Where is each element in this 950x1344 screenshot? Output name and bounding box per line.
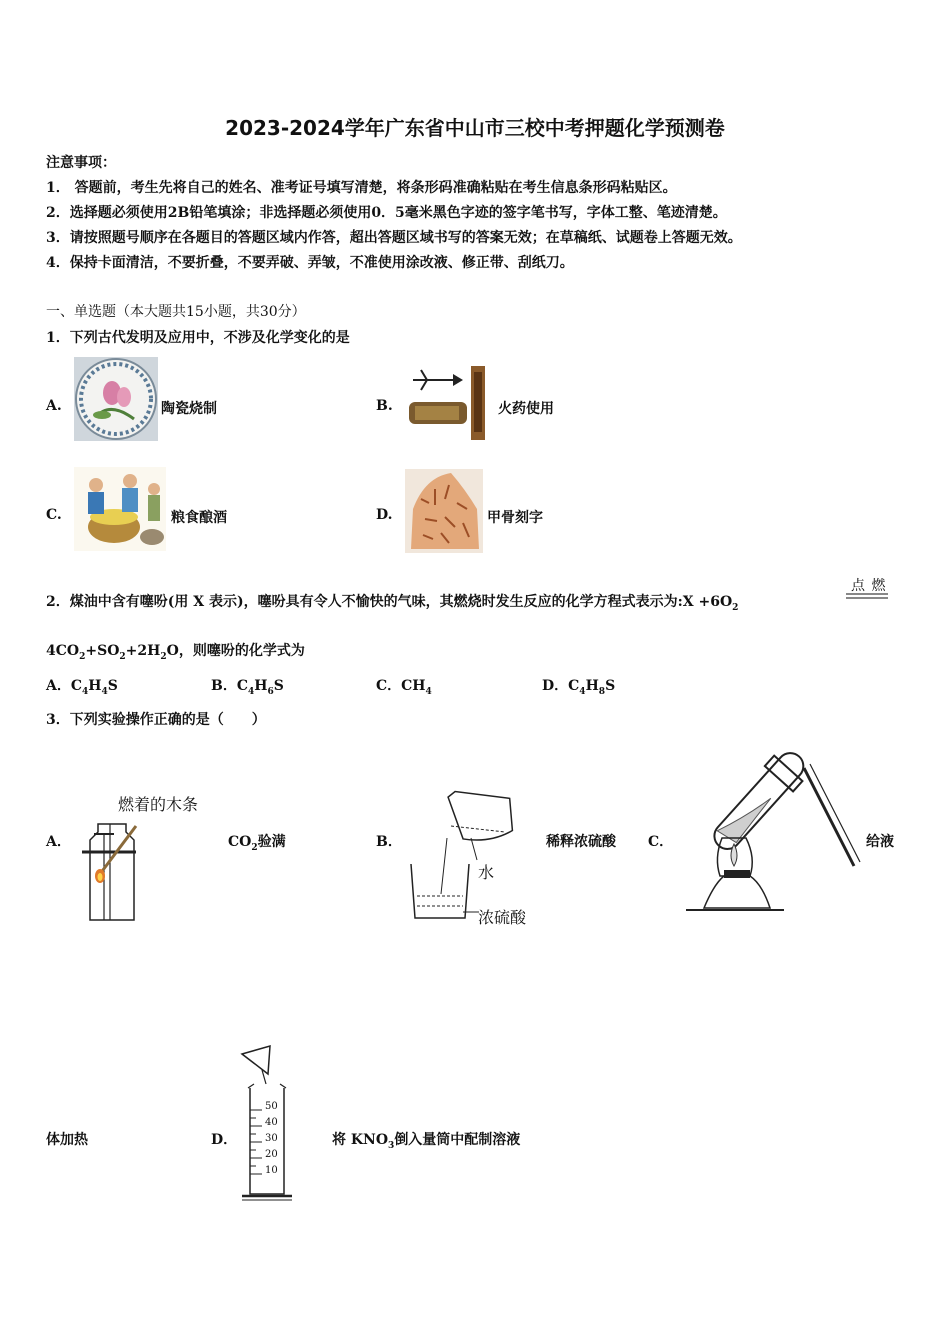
option-b[interactable]: B．$C_4H_6S$: [211, 678, 284, 697]
option-letter: C．: [648, 834, 674, 850]
question-3-stem: 3．下列实验操作正确的是（ ）: [46, 712, 266, 728]
section-heading: 一、单选题（本大题共15小题，共30分）: [46, 304, 306, 320]
gas-bottle-figure: [78, 820, 148, 926]
option-text: 甲骨刻字: [487, 510, 543, 526]
reaction-arrow: [846, 592, 890, 602]
gunpowder-arrow-image: [405, 362, 495, 442]
option-letter: A.: [46, 398, 62, 414]
wine-making-image: [74, 467, 166, 551]
option-letter: A．: [46, 834, 71, 850]
question-1-stem: 1．下列古代发明及应用中，不涉及化学变化的是: [46, 330, 350, 346]
option-c[interactable]: C．$CH_4$: [376, 678, 432, 697]
notice-heading: 注意事项：: [46, 155, 116, 171]
scale-tick-label: 30: [265, 1133, 278, 1144]
liquid-heating-figure: [684, 748, 864, 914]
figure-label: 浓硫酸: [478, 908, 527, 927]
porcelain-plate-image: [74, 357, 158, 441]
option-text: 粮食酿酒: [171, 510, 227, 526]
notice-item: 3．请按照题号顺序在各题目的答题区域内作答，超出答题区域书写的答案无效；在草稿纸、试题卷上答题无效。: [46, 230, 742, 246]
option-letter: D.: [376, 507, 393, 523]
notice-item: 1． 答题前，考生先将自己的姓名、准考证号填写清楚，将条形码准确粘贴在考生信息条形码粘贴区。: [46, 180, 677, 196]
scale-tick-label: 10: [265, 1165, 278, 1176]
oracle-bone-image: [405, 469, 483, 553]
reaction-condition: 点 燃: [851, 578, 887, 594]
option-text: 体加热: [46, 1132, 88, 1148]
scale-tick-label: 50: [265, 1101, 278, 1112]
option-text: 火药使用: [498, 401, 554, 417]
option-a[interactable]: A．$C_4H_4S$: [46, 678, 118, 697]
scale-tick-label: 20: [265, 1149, 278, 1160]
scale-tick-label: 40: [265, 1117, 278, 1128]
option-letter: D．: [211, 1132, 238, 1148]
option-letter: B．: [376, 834, 402, 850]
figure-label: 水: [478, 863, 495, 882]
option-text: 将 $KNO_3$倒入量筒中配制溶液: [332, 1132, 521, 1151]
option-text: 陶瓷烧制: [161, 401, 217, 417]
page-title: 2023-2024学年广东省中山市三校中考押题化学预测卷: [225, 116, 725, 140]
option-letter: C.: [46, 507, 62, 523]
notice-item: 2．选择题必须使用2B铅笔填涂；非选择题必须使用0．5毫米黑色字迹的签字笔书写，字体工整、笔迹清楚。: [46, 205, 727, 221]
notice-item: 4．保持卡面清洁，不要折叠，不要弄破、弄皱，不准使用涂改液、修正带、刮纸刀。: [46, 255, 574, 271]
question-2-products: $4CO_2+SO_2+2H_2O$，则噻吩的化学式为: [46, 643, 305, 662]
option-letter: B.: [376, 398, 393, 414]
option-text: 稀释浓硫酸: [546, 834, 616, 850]
figure-label: 燃着的木条: [118, 795, 199, 814]
question-2-stem: 2．煤油中含有噻吩(用 X 表示)，噻吩具有令人不愉快的气味，其燃烧时发生反应的化学方程式表示为:X $+6O_2$: [46, 594, 739, 613]
option-text: $CO_2$验满: [228, 834, 286, 853]
option-d[interactable]: D．$C_4H_8S$: [542, 678, 616, 697]
option-text: 给液: [866, 834, 894, 850]
